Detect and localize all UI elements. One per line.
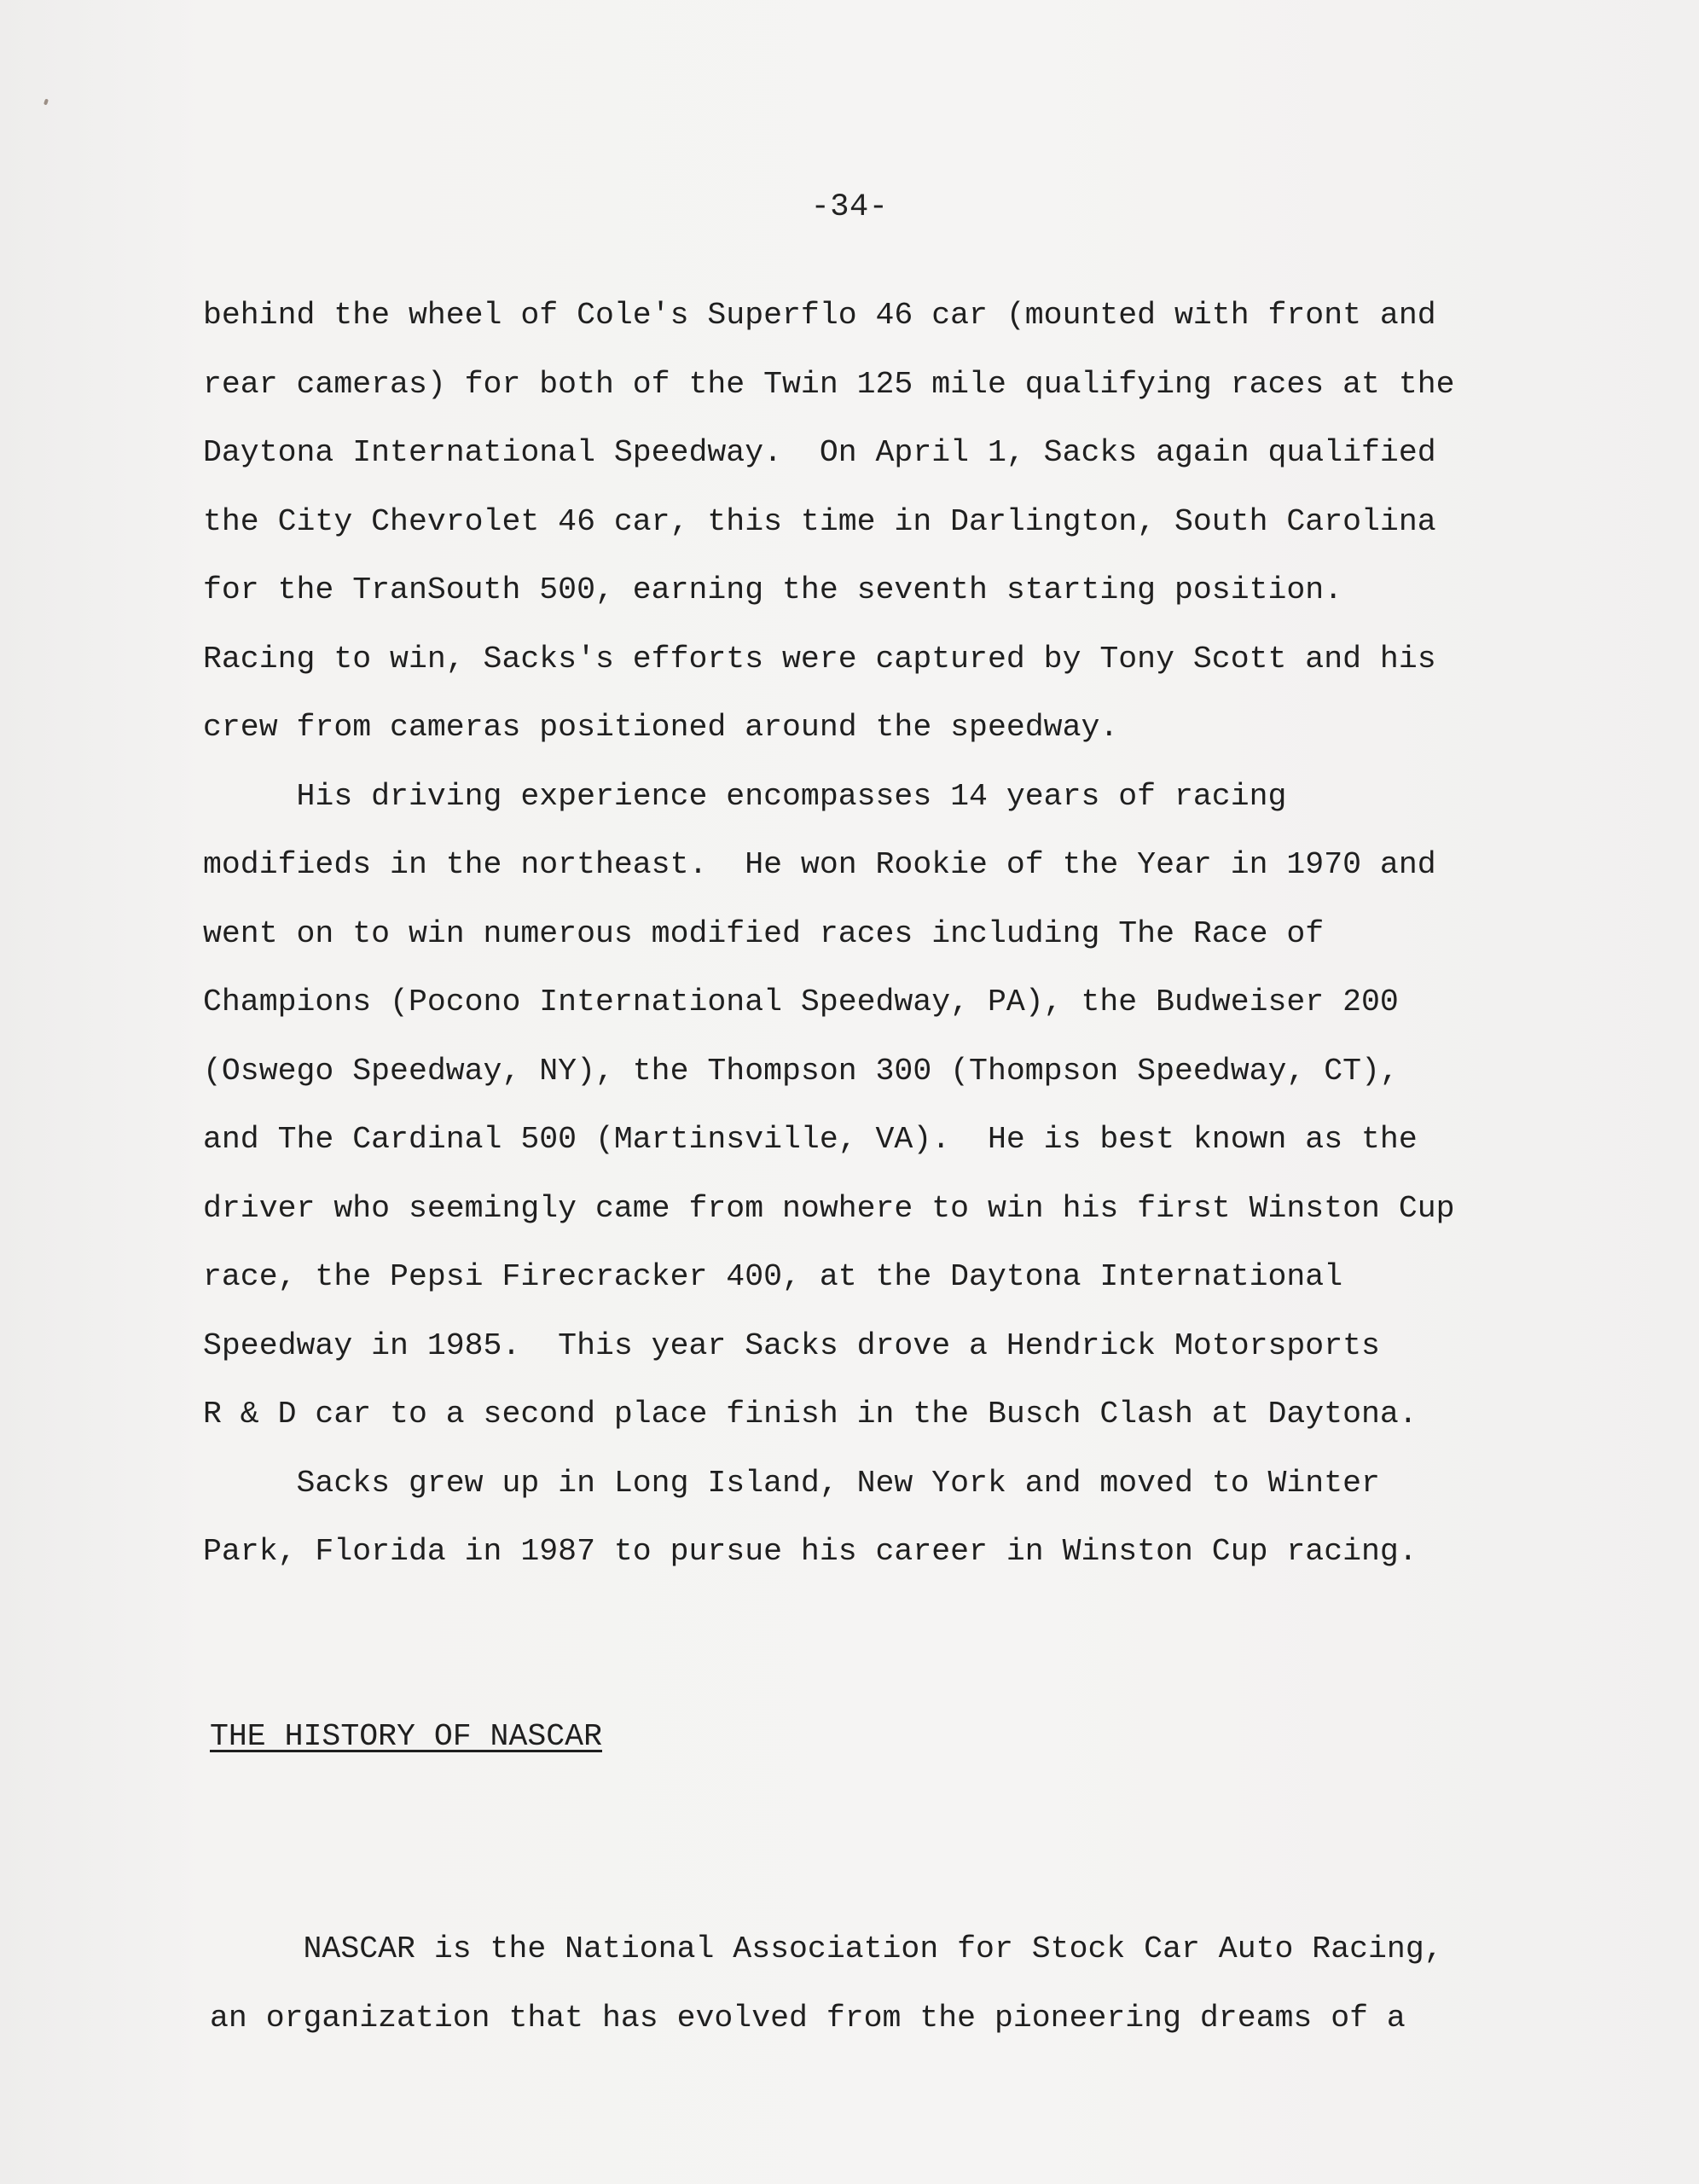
body-text-section-1 bbox=[203, 282, 1602, 1587]
text-line: (Oswego Speedway, NY), the Thompson 300 (Thompson Speedway, CT), bbox=[203, 1053, 1399, 1089]
text-line: behind the wheel of Cole's Superflo 46 car (mounted with front and bbox=[203, 298, 1436, 333]
text-line: for the TranSouth 500, earning the seventh starting position. bbox=[203, 572, 1343, 607]
text-line: driver who seemingly came from nowhere to win his first Winston Cup bbox=[203, 1190, 1455, 1226]
text-line: His driving experience encompasses 14 years of racing bbox=[203, 778, 1287, 814]
page-number: -34- bbox=[810, 189, 889, 225]
section-heading: THE HISTORY OF NASCAR bbox=[210, 1719, 602, 1754]
text-line: rear cameras) for both of the Twin 125 mile qualifying races at the bbox=[203, 366, 1455, 402]
text-line: Daytona International Speedway. On April 1, Sacks again qualified bbox=[203, 435, 1436, 470]
text-line: an organization that has evolved from the pioneering dreams of a bbox=[210, 2000, 1406, 2036]
text-line: and The Cardinal 500 (Martinsville, VA). He is best known as the bbox=[203, 1122, 1418, 1157]
text-line: Park, Florida in 1987 to pursue his career in Winston Cup racing. bbox=[203, 1534, 1418, 1569]
text-line: Champions (Pocono International Speedway, PA), the Budweiser 200 bbox=[203, 985, 1399, 1019]
text-line: crew from cameras positioned around the speedway. bbox=[203, 710, 1119, 745]
text-line: Speedway in 1985. This year Sacks drove a Hendrick Motorsports bbox=[203, 1327, 1380, 1363]
scan-speck bbox=[43, 99, 49, 106]
text-line: Racing to win, Sacks's efforts were captured by Tony Scott and his bbox=[203, 641, 1436, 677]
text-line: went on to win numerous modified races including The Race of bbox=[203, 915, 1325, 951]
text-line: race, the Pepsi Firecracker 400, at the Daytona International bbox=[203, 1259, 1343, 1294]
text-line: the City Chevrolet 46 car, this time in Darlington, South Carolina bbox=[203, 503, 1436, 539]
text-line: Sacks grew up in Long Island, New York and moved to Winter bbox=[203, 1465, 1380, 1501]
body-text-section-2 bbox=[210, 1915, 1609, 2053]
text-line: NASCAR is the National Association for Stock Car Auto Racing, bbox=[210, 1931, 1443, 1966]
text-line: modifieds in the northeast. He won Rookie of the Year in 1970 and bbox=[203, 847, 1436, 882]
text-line: R & D car to a second place finish in the Busch Clash at Daytona. bbox=[203, 1397, 1418, 1432]
